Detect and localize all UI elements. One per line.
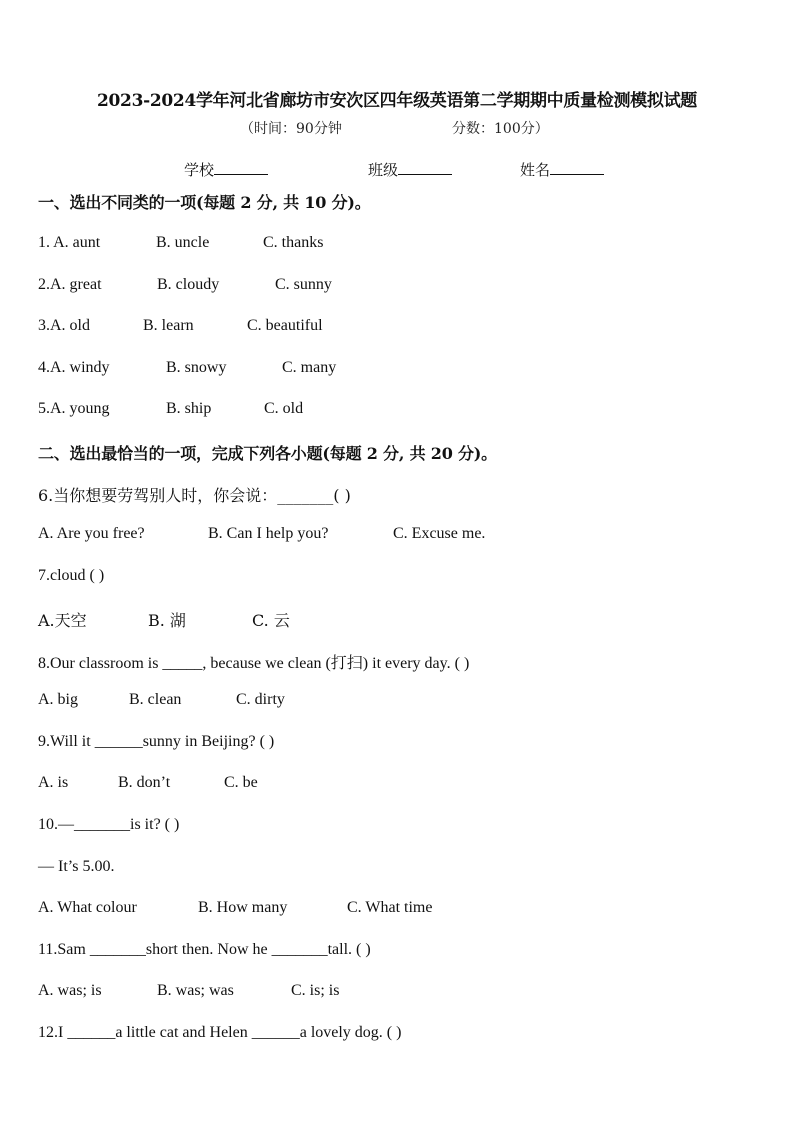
q8-option-c: C. dirty (236, 691, 285, 708)
q11-option-a: A. was; is (38, 982, 102, 999)
school-label: 学校 (184, 161, 215, 179)
q6-option-c: C. Excuse me. (393, 525, 486, 542)
question-12: 12.I ______a little cat and Helen ______a lovely dog. ( ) (38, 1024, 402, 1041)
question-1 (38, 234, 100, 252)
q5-option-c: C. old (264, 400, 304, 417)
q10-option-c: C. What time (347, 899, 433, 916)
q2-option-b: B. cloudy (157, 276, 220, 293)
name-label: 姓名 (520, 161, 551, 179)
section2-heading: 二、选出最恰当的一项，完成下列各小题(每题 2 分, 共 20 分)。 (38, 444, 497, 463)
name-field (520, 159, 604, 180)
question-9: 9.Will it ______sunny in Beijing? ( ) (38, 733, 275, 750)
q8-option-a: A. big (38, 691, 78, 708)
q10-option-b: B. How many (198, 899, 288, 916)
q1-option-c: C. thanks (263, 234, 324, 251)
q1-option-b: B. uncle (156, 234, 210, 251)
question-11: 11.Sam _______short then. Now he _______tall. ( ) (38, 941, 371, 958)
q3-option-b: B. learn (143, 317, 194, 334)
time-limit: （时间：90分钟 (240, 121, 342, 137)
q9-option-b: B. don’t (118, 774, 171, 791)
q4-option-c: C. many (282, 359, 337, 376)
q1-option-a: 1. A. aunt (38, 234, 101, 251)
q11-option-b: B. was; was (157, 982, 234, 999)
q6-option-a: A. Are you free? (38, 525, 145, 542)
school-field (184, 159, 268, 180)
q9-option-c: C. be (224, 774, 258, 791)
name-blank[interactable] (550, 160, 604, 175)
q4-option-b: B. snowy (166, 359, 227, 376)
section1-heading: 一、选出不同类的一项(每题 2 分, 共 10 分)。 (38, 193, 371, 212)
question-4 (38, 359, 110, 377)
q5-option-b: B. ship (166, 400, 212, 417)
q10-option-a: A. What colour (38, 899, 137, 916)
question-2 (38, 276, 102, 294)
class-field (368, 159, 452, 180)
question-3 (38, 317, 90, 335)
q2-option-a: 2.A. great (38, 276, 102, 293)
exam-title: 2023-2024学年河北省廊坊市安次区四年级英语第二学期期中质量检测模拟试题 (97, 91, 697, 111)
q2-option-c: C. sunny (275, 276, 332, 293)
q11-option-c: C. is; is (291, 982, 340, 999)
q7-option-a: A.天空 (38, 611, 87, 630)
class-blank[interactable] (398, 160, 452, 175)
q3-option-a: 3.A. old (38, 317, 90, 334)
question-6: 6.当你想要劳驾别人时，你会说：_______( ) (38, 486, 351, 505)
q7-option-c: C. 云 (252, 611, 290, 630)
total-score: 分数：100分） (452, 121, 549, 137)
q9-option-a: A. is (38, 774, 69, 791)
q7-option-b: B. 湖 (148, 611, 186, 630)
q4-option-a: 4.A. windy (38, 359, 110, 376)
q5-option-a: 5.A. young (38, 400, 110, 417)
q6-option-b: B. Can I help you? (208, 525, 329, 542)
question-5 (38, 400, 110, 418)
question-10-reply: — It’s 5.00. (38, 858, 115, 875)
question-8: 8.Our classroom is _____, because we clean (打扫) it every day. ( ) (38, 655, 470, 672)
question-10: 10.—_______is it? ( ) (38, 816, 180, 833)
question-7: 7.cloud ( ) (38, 567, 105, 584)
q8-option-b: B. clean (129, 691, 182, 708)
q3-option-c: C. beautiful (247, 317, 323, 334)
class-label: 班级 (368, 161, 399, 179)
school-blank[interactable] (214, 160, 268, 175)
